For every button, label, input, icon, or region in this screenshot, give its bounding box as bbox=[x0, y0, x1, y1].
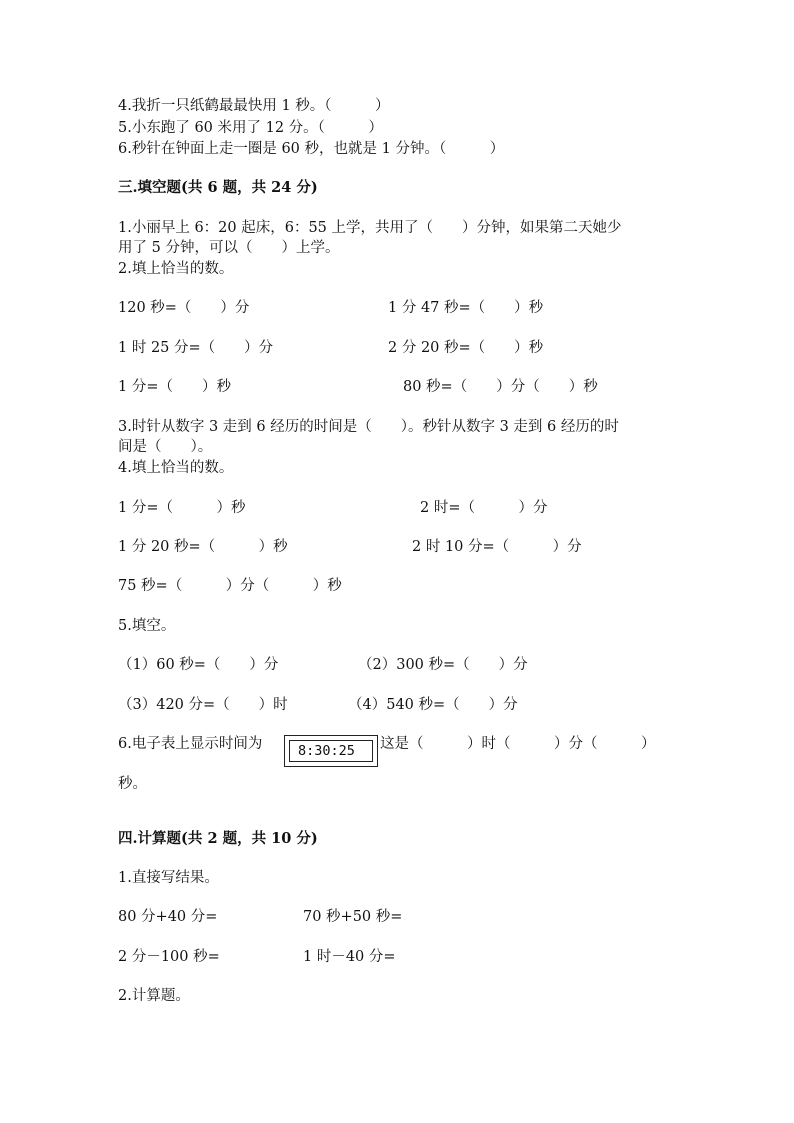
section-3-title: 三.填空题(共 6 题，共 24 分) bbox=[118, 179, 318, 196]
judge-question-6: 6.秒针在钟面上走一圈是 60 秒，也就是 1 分钟。（ ） bbox=[118, 141, 505, 157]
fill-q4-row3-left: 75 秒=（ ）分（ ）秒 bbox=[118, 578, 342, 594]
fill-q4-row1-left: 1 分=（ ）秒 bbox=[118, 500, 246, 516]
calc-q1-row2-right: 1 时－40 分= bbox=[303, 949, 396, 965]
fill-q1-line1: 1.小丽早上 6：20 起床，6：55 上学，共用了（ ）分钟，如果第二天她少 bbox=[118, 220, 622, 236]
calc-q2-title: 2.计算题。 bbox=[118, 988, 190, 1004]
fill-q2-title: 2.填上恰当的数。 bbox=[118, 261, 234, 277]
fill-q6-suffix: 这是（ ）时（ ）分（ ） bbox=[380, 736, 656, 752]
calc-q1-row1-right: 70 秒+50 秒= bbox=[303, 909, 403, 925]
fill-q2-row2-left: 1 时 25 分=（ ）分 bbox=[118, 340, 274, 356]
fill-q4-row2-right: 2 时 10 分=（ ）分 bbox=[412, 539, 582, 555]
fill-q5-row1-right: （2）300 秒=（ ）分 bbox=[358, 657, 528, 673]
calc-q1-row2-left: 2 分－100 秒= bbox=[118, 949, 220, 965]
calc-q1-row1-left: 80 分+40 分= bbox=[118, 909, 218, 925]
section-4-title: 四.计算题(共 2 题，共 10 分) bbox=[118, 830, 318, 847]
fill-q4-title: 4.填上恰当的数。 bbox=[118, 460, 234, 476]
fill-q5-row2-left: （3）420 分=（ ）时 bbox=[118, 697, 288, 713]
fill-q2-row1-right: 1 分 47 秒=（ ）秒 bbox=[388, 300, 544, 316]
digital-clock-screen: 8:30:25 bbox=[289, 740, 373, 762]
fill-q6-line2: 秒。 bbox=[118, 776, 147, 792]
fill-q2-row3-left: 1 分=（ ）秒 bbox=[118, 379, 231, 395]
fill-q5-row2-right: （4）540 秒=（ ）分 bbox=[348, 697, 518, 713]
fill-q3-line2: 间是（ ）。 bbox=[118, 439, 213, 455]
fill-q4-row2-left: 1 分 20 秒=（ ）秒 bbox=[118, 539, 288, 555]
judge-question-5: 5.小东跑了 60 米用了 12 分。（ ） bbox=[118, 120, 383, 136]
fill-q5-title: 5.填空。 bbox=[118, 618, 176, 634]
fill-q4-row1-right: 2 时=（ ）分 bbox=[420, 500, 548, 516]
fill-q2-row3-right: 80 秒=（ ）分（ ）秒 bbox=[403, 379, 598, 395]
fill-q5-row1-left: （1）60 秒=（ ）分 bbox=[118, 657, 279, 673]
fill-q1-line2: 用了 5 分钟，可以（ ）上学。 bbox=[118, 240, 340, 256]
fill-q3-line1: 3.时针从数字 3 走到 6 经历的时间是（ ）。秒针从数字 3 走到 6 经历的时 bbox=[118, 419, 619, 435]
judge-question-4: 4.我折一只纸鹤最最快用 1 秒。（ ） bbox=[118, 98, 390, 114]
digital-clock-display bbox=[284, 735, 378, 767]
fill-q2-row1-left: 120 秒=（ ）分 bbox=[118, 300, 250, 316]
calc-q1-title: 1.直接写结果。 bbox=[118, 870, 219, 886]
fill-q6-prefix: 6.电子表上显示时间为 bbox=[118, 736, 263, 752]
fill-q2-row2-right: 2 分 20 秒=（ ）秒 bbox=[388, 340, 544, 356]
